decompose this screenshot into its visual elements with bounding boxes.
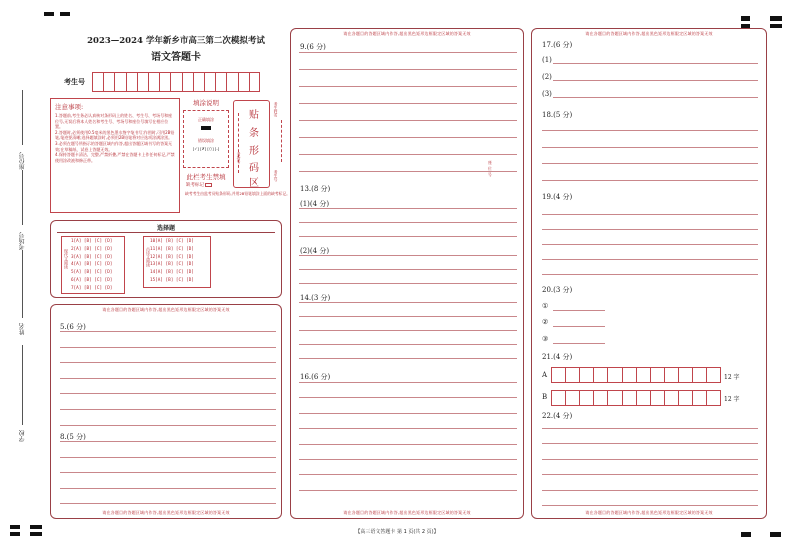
exam-number-cell[interactable] [149, 73, 160, 91]
page-title: 2023—2024 学年新乡市高三第二次模拟考试 [87, 36, 265, 46]
answer-line[interactable] [299, 413, 517, 414]
answer-line[interactable] [299, 208, 517, 209]
choice-row[interactable]: 15[A] [B] [C] [D] [150, 278, 194, 283]
absent-mark[interactable] [186, 182, 212, 188]
answer-line[interactable] [299, 382, 517, 383]
exam-number-cell[interactable] [216, 73, 227, 91]
sticker-side-label: 考场号 [237, 152, 242, 164]
answer-line[interactable] [542, 214, 758, 215]
answer-line[interactable] [299, 137, 517, 138]
grid-cell[interactable] [566, 391, 580, 405]
answer-line[interactable] [60, 503, 276, 504]
area-notice: 请在各题目的答题区域内作答,超出黑色矩形边框限定区域的答案无效 [343, 31, 471, 36]
answer-line[interactable] [553, 343, 605, 344]
grid-cell[interactable] [609, 391, 623, 405]
choice-row[interactable]: 2[A] [B] [C] [D] [71, 246, 113, 252]
timing-mark [741, 16, 750, 21]
exam-number-cell[interactable] [127, 73, 138, 91]
exam-number-cell[interactable] [194, 73, 205, 91]
answer-line[interactable] [542, 505, 758, 506]
grid-cell[interactable] [693, 391, 707, 405]
grid-cell[interactable] [580, 391, 594, 405]
exam-number-cell[interactable] [239, 73, 250, 91]
choice-title: 选择题 [156, 225, 175, 232]
answer-line[interactable] [60, 488, 276, 489]
question-20-item: ① [542, 302, 549, 310]
exam-number-cell[interactable] [228, 73, 239, 91]
answer-line[interactable] [299, 154, 517, 155]
side-field-line[interactable] [22, 345, 23, 425]
answer-line[interactable] [299, 358, 517, 359]
question-22-label: 22.(4 分) [542, 412, 573, 420]
choice-row[interactable]: 4[A] [B] [C] [D] [71, 262, 113, 268]
grid-cell[interactable] [623, 368, 637, 382]
grid-cell[interactable] [623, 391, 637, 405]
question-8-label: 8.(5 分) [60, 433, 86, 441]
grid-cell[interactable] [693, 368, 707, 382]
notes-title: 注意事项: [55, 103, 84, 111]
answer-grid-21a[interactable] [551, 367, 721, 383]
answer-line[interactable] [542, 474, 758, 475]
choice-row[interactable]: 7[A] [B] [C] [D] [71, 285, 113, 291]
sticker-char: 码 [249, 163, 259, 174]
answer-line[interactable] [60, 347, 276, 348]
answer-line[interactable] [60, 378, 276, 379]
absent-note: 缺考考生由监考员贴条形码,并用2B铅笔填涂上面的缺考标记。 [185, 191, 290, 196]
answer-line[interactable] [299, 330, 517, 331]
question-20-item: ③ [542, 335, 549, 343]
notes-item: 2.答题时,必须使用0.5毫米的黑色墨水签字笔书写;作图时,可用2B铅笔,笔迹要清晰;选择题填涂时,必须用2B铅笔将对应选项涂满涂黑。 [55, 129, 175, 141]
exam-number-cell[interactable] [138, 73, 149, 91]
sticker-char: 区 [249, 178, 259, 189]
exam-number-cell[interactable] [205, 73, 216, 91]
answer-line[interactable] [299, 69, 517, 70]
notes-item: 3.必须在题号所指示的答题区域内作答,超出答题区域书写的答案无效;在草稿纸、试卷上答题无效。 [55, 140, 173, 152]
timing-mark [770, 16, 782, 21]
exam-number-cell[interactable] [183, 73, 194, 91]
side-field-line[interactable] [22, 90, 23, 145]
grid-cell[interactable] [566, 368, 580, 382]
choice-row[interactable]: 6[A] [B] [C] [D] [71, 278, 113, 283]
area-notice: 请在各题目的答题区域内作答,超出黑色矩形边框限定区域的答案无效 [585, 31, 713, 36]
question-5-label: 5.(6 分) [60, 323, 86, 331]
grid-cell[interactable] [665, 368, 679, 382]
question-18-label: 18.(5 分) [542, 111, 573, 119]
side-field-line[interactable] [22, 170, 23, 225]
timing-mark [770, 24, 782, 28]
grid-cell[interactable] [552, 368, 566, 382]
barcode-side-fields [272, 100, 286, 188]
answer-line[interactable] [299, 316, 517, 317]
choice-row[interactable]: 11[A] [B] [C] [D] [150, 246, 194, 252]
notes-box [50, 98, 180, 213]
answer-line[interactable] [299, 344, 517, 345]
exam-number-cell[interactable] [116, 73, 127, 91]
answer-panel-q5-q8 [50, 304, 282, 519]
choice-group-label: 现代文阅读 [64, 249, 69, 269]
choice-panel [50, 220, 282, 298]
answer-line[interactable] [299, 236, 517, 237]
answer-line[interactable] [60, 457, 276, 458]
answer-panel-q9-q16 [290, 28, 524, 519]
choice-row[interactable]: 3[A] [B] [C] [D] [71, 254, 113, 260]
answer-line[interactable] [553, 80, 673, 81]
side-field-line[interactable] [22, 250, 23, 318]
exam-number-label: 考生号 [64, 78, 85, 86]
side-label-name: 姓名 [19, 323, 26, 335]
question-17-item: (1) [542, 56, 552, 64]
answer-line[interactable] [664, 97, 758, 98]
answer-line[interactable] [299, 103, 517, 104]
question-16-label: 16.(6 分) [300, 373, 331, 381]
answer-line[interactable] [299, 52, 517, 53]
absent-label: 缺考标记 [186, 183, 204, 188]
answer-line[interactable] [299, 283, 517, 284]
answer-line[interactable] [60, 393, 276, 394]
wrong-fill-label: 错误填涂 [198, 138, 214, 143]
answer-line[interactable] [299, 222, 517, 223]
answer-line[interactable] [299, 444, 517, 445]
question-21-a-label: A [542, 371, 548, 379]
grid-cell[interactable] [651, 391, 665, 405]
answer-line[interactable] [299, 302, 517, 303]
answer-line[interactable] [299, 255, 517, 256]
answer-line[interactable] [542, 229, 758, 230]
sticker-char: 条 [249, 128, 259, 139]
question-17-label: 17.(6 分) [542, 41, 573, 49]
fill-instructions [183, 98, 229, 170]
area-notice: 请在各题目的答题区域内作答,超出黑色矩形边框限定区域的答案无效 [102, 510, 230, 515]
answer-line[interactable] [542, 244, 758, 245]
exam-number-cell[interactable] [172, 73, 183, 91]
answer-line[interactable] [299, 397, 517, 398]
sticker-side-label: 座位号 [488, 160, 492, 177]
answer-line[interactable] [553, 97, 673, 98]
choice-row[interactable]: 12[A] [B] [C] [D] [150, 254, 194, 260]
answer-line[interactable] [542, 180, 758, 181]
grid-cell[interactable] [594, 368, 608, 382]
choice-row[interactable]: 1[A] [B] [C] [D] [71, 239, 113, 244]
area-notice: 请在各题目的答题区域内作答,超出黑色矩形边框限定区域的答案无效 [102, 307, 230, 312]
answer-line[interactable] [60, 331, 276, 332]
choice-group-left [61, 236, 125, 294]
sticker-side-label: 考生号 [274, 170, 279, 182]
exam-number-cell[interactable] [160, 73, 171, 91]
question-21-b-label: B [542, 393, 548, 401]
side-label-room: 考场号 [19, 232, 26, 250]
answer-line[interactable] [542, 490, 758, 491]
choice-row[interactable]: 13[A] [B] [C] [D] [150, 262, 194, 268]
grid-cell[interactable] [637, 391, 651, 405]
answer-line[interactable] [542, 259, 758, 260]
grid-cell[interactable] [637, 368, 651, 382]
question-9-label: 9.(6 分) [300, 43, 326, 51]
grid-cell[interactable] [665, 391, 679, 405]
answer-line[interactable] [299, 459, 517, 460]
timing-mark [60, 12, 70, 16]
answer-line[interactable] [299, 171, 517, 172]
grid-cell[interactable] [594, 391, 608, 405]
page-footer: 【高三语文答题卡 第 1 页(共 2 页)】 [355, 529, 439, 535]
grid-cell[interactable] [609, 368, 623, 382]
question-20-item: ② [542, 318, 549, 326]
choice-row[interactable]: 14[A] [B] [C] [D] [150, 270, 194, 276]
question-13-2-label: (2)(4 分) [300, 247, 330, 255]
choice-group-label: 古诗文阅读 [146, 247, 151, 267]
sticker-char: 形 [249, 146, 259, 157]
grid-cell[interactable] [552, 391, 566, 405]
exam-number-cell[interactable] [93, 73, 104, 91]
answer-line[interactable] [60, 441, 276, 442]
question-21-a-unit: 12 字 [724, 374, 740, 381]
answer-grid-21b[interactable] [551, 390, 721, 406]
correct-fill-mark [201, 126, 211, 130]
answer-line[interactable] [542, 459, 758, 460]
answer-line[interactable] [664, 80, 758, 81]
answer-line[interactable] [542, 443, 758, 444]
answer-line[interactable] [60, 409, 276, 410]
answer-line[interactable] [60, 425, 276, 426]
question-14-label: 14.(3 分) [300, 294, 331, 302]
grid-cell[interactable] [651, 368, 665, 382]
answer-line[interactable] [299, 474, 517, 475]
answer-line[interactable] [299, 269, 517, 270]
answer-line[interactable] [553, 326, 605, 327]
choice-row[interactable]: 10[A] [B] [C] [D] [150, 239, 194, 244]
grid-cell[interactable] [679, 368, 693, 382]
answer-line[interactable] [299, 490, 517, 491]
notes-item: 1.答题前,考生务必认真核对条形码上的姓名、考生号、考场号和座位号,无误后将本人姓名和考生号、考场号和座位号填写在相应位置。 [55, 113, 173, 130]
question-13-label: 13.(8 分) [300, 185, 331, 193]
area-notice: 请在各题目的答题区域内作答,超出黑色矩形边框限定区域的答案无效 [343, 510, 471, 515]
answer-line[interactable] [542, 428, 758, 429]
side-label-school: 学校 [19, 430, 26, 442]
question-21-label: 21.(4 分) [542, 353, 573, 361]
choice-group-right [143, 236, 211, 288]
answer-line[interactable] [664, 63, 758, 64]
grid-cell[interactable] [580, 368, 594, 382]
answer-line[interactable] [542, 147, 758, 148]
question-19-label: 19.(4 分) [542, 193, 573, 201]
sticker-side-label: 考生姓名 [274, 102, 279, 118]
sticker-char: 贴 [249, 110, 259, 121]
timing-mark [44, 12, 54, 16]
answer-line[interactable] [299, 428, 517, 429]
exam-number-boxes[interactable] [92, 72, 260, 92]
page-subtitle: 语文答题卡 [151, 52, 201, 63]
question-17-item: (3) [542, 90, 552, 98]
choice-row[interactable]: 5[A] [B] [C] [D] [71, 270, 113, 276]
fill-title: 填涂说明 [193, 99, 219, 107]
question-20-label: 20.(3 分) [542, 286, 573, 294]
question-21-b-unit: 12 字 [724, 396, 740, 403]
area-notice: 请在各题目的答题区域内作答,超出黑色矩形边框限定区域的答案无效 [585, 510, 713, 515]
answer-line[interactable] [542, 274, 758, 275]
answer-line[interactable] [299, 120, 517, 121]
side-label-seat: 座位号 [19, 152, 26, 170]
answer-line[interactable] [60, 362, 276, 363]
answer-line[interactable] [542, 163, 758, 164]
answer-line[interactable] [299, 86, 517, 87]
exam-number-cell[interactable] [104, 73, 115, 91]
correct-fill-label: 正确填涂 [198, 117, 214, 122]
question-17-item: (2) [542, 73, 552, 81]
absent-checkbox[interactable] [205, 183, 212, 187]
notes-item: 4.保持答题卡清洁、完整,严禁折叠,严禁在答题卡上作任何标记,严禁使用涂改液和修正带。 [55, 152, 175, 163]
question-13-1-label: (1)(4 分) [300, 200, 330, 208]
wrong-fill-examples: [✓] [✗] [○] [-] [192, 146, 220, 151]
answer-line[interactable] [542, 130, 758, 131]
answer-line[interactable] [60, 472, 276, 473]
grid-cell[interactable] [679, 391, 693, 405]
forbidden-title: 此栏考生禁填 [186, 173, 226, 181]
answer-line[interactable] [553, 310, 605, 311]
answer-line[interactable] [553, 63, 673, 64]
